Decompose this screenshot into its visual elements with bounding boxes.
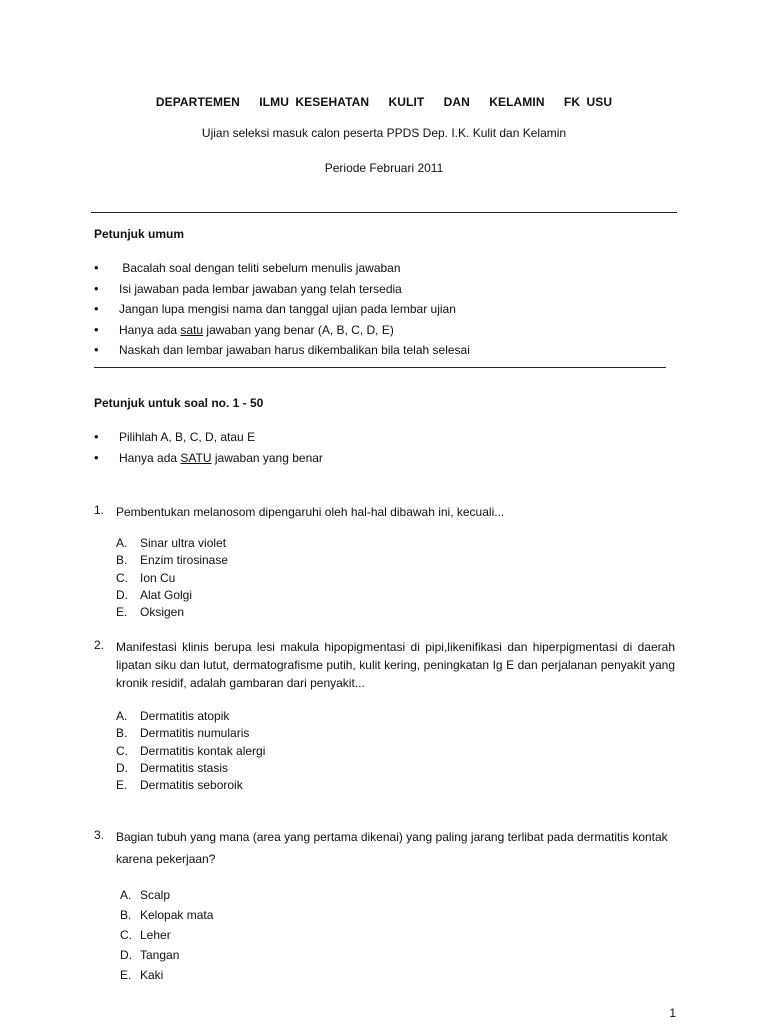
option-item: C. Dermatitis kontak alergi (116, 743, 266, 758)
option-item: B. Kelopak mata (120, 908, 214, 922)
option-item: B. Enzim tirosinase (116, 553, 229, 568)
top-divider (91, 212, 677, 213)
question-1 (94, 503, 675, 521)
option-item: A. Scalp (120, 888, 171, 902)
list-item: • Bacalah soal dengan teliti sebelum menulis jawaban (94, 258, 470, 279)
option-item: B. Dermatitis numularis (116, 726, 250, 741)
list-item: • Hanya ada satu jawaban yang benar (A, B, C, D, E) (94, 320, 470, 341)
list-item: • Isi jawaban pada lembar jawaban yang telah tersedia (94, 279, 470, 300)
question-2-options (116, 708, 265, 794)
question-text: Bagian tubuh yang mana (area yang pertama dikenai) yang paling jarang terlibat pada dermatitis kontak karena pekerjaan? (116, 830, 668, 866)
question-number: 2. (94, 638, 105, 652)
list-item: • Naskah dan lembar jawaban harus dikembalikan bila telah selesai (94, 340, 470, 361)
general-instructions-list (94, 258, 470, 361)
option-item: D. Alat Golgi (116, 587, 193, 602)
option-item: E. Oksigen (116, 605, 185, 620)
document-subtitle: Ujian seleksi masuk calon peserta PPDS Dep. I.K. Kulit dan Kelamin (201, 126, 567, 140)
general-instructions-title: Petunjuk umum (94, 227, 185, 241)
question-text: Pembentukan melanosom dipengaruhi oleh hal-hal dibawah ini, kecuali... (116, 505, 505, 519)
question-number: 1. (94, 503, 105, 517)
question-3-options (120, 885, 213, 985)
option-item: A. Sinar ultra violet (116, 536, 227, 550)
question-2 (94, 638, 675, 692)
question-1-options (116, 535, 228, 621)
list-item: • Pilihlah A, B, C, D, atau E (94, 427, 323, 448)
list-item: • Jangan lupa mengisi nama dan tanggal ujian pada lembar ujian (94, 299, 470, 320)
option-item: C. Ion Cu (116, 570, 176, 585)
question-3 (94, 826, 675, 870)
option-item: D. Dermatitis stasis (116, 760, 229, 775)
underlined-text: SATU (180, 450, 212, 465)
option-item: E. Kaki (120, 968, 164, 982)
option-item: E. Dermatitis seboroik (116, 778, 243, 793)
document-period: Periode Februari 2011 (324, 161, 444, 175)
option-item: A. Dermatitis atopik (116, 709, 230, 723)
page-number: 1 (669, 1006, 676, 1020)
middle-divider (94, 367, 666, 368)
document-title: DEPARTEMEN ILMU KESEHATAN KULIT DAN KELAMIN FK USU (155, 95, 613, 109)
question-instructions-list (94, 427, 323, 468)
question-text: Manifestasi klinis berupa lesi makula hipopigmentasi di pipi,likenifikasi dan hiperpigmentasi di daerah lipatan siku dan lutut, dermatografisme putih, kulit kering, peningkatan Ig E dan perjalanan penyakit yang kronik residif, adalah gambaran dari penyakit... (116, 640, 675, 690)
list-item: • Hanya ada SATU jawaban yang benar (94, 448, 323, 469)
option-item: D. Tangan (120, 948, 180, 962)
question-number: 3. (94, 828, 105, 842)
underlined-text: satu (180, 322, 204, 337)
option-item: C. Leher (120, 928, 171, 942)
question-instructions-title: Petunjuk untuk soal no. 1 - 50 (94, 396, 264, 410)
